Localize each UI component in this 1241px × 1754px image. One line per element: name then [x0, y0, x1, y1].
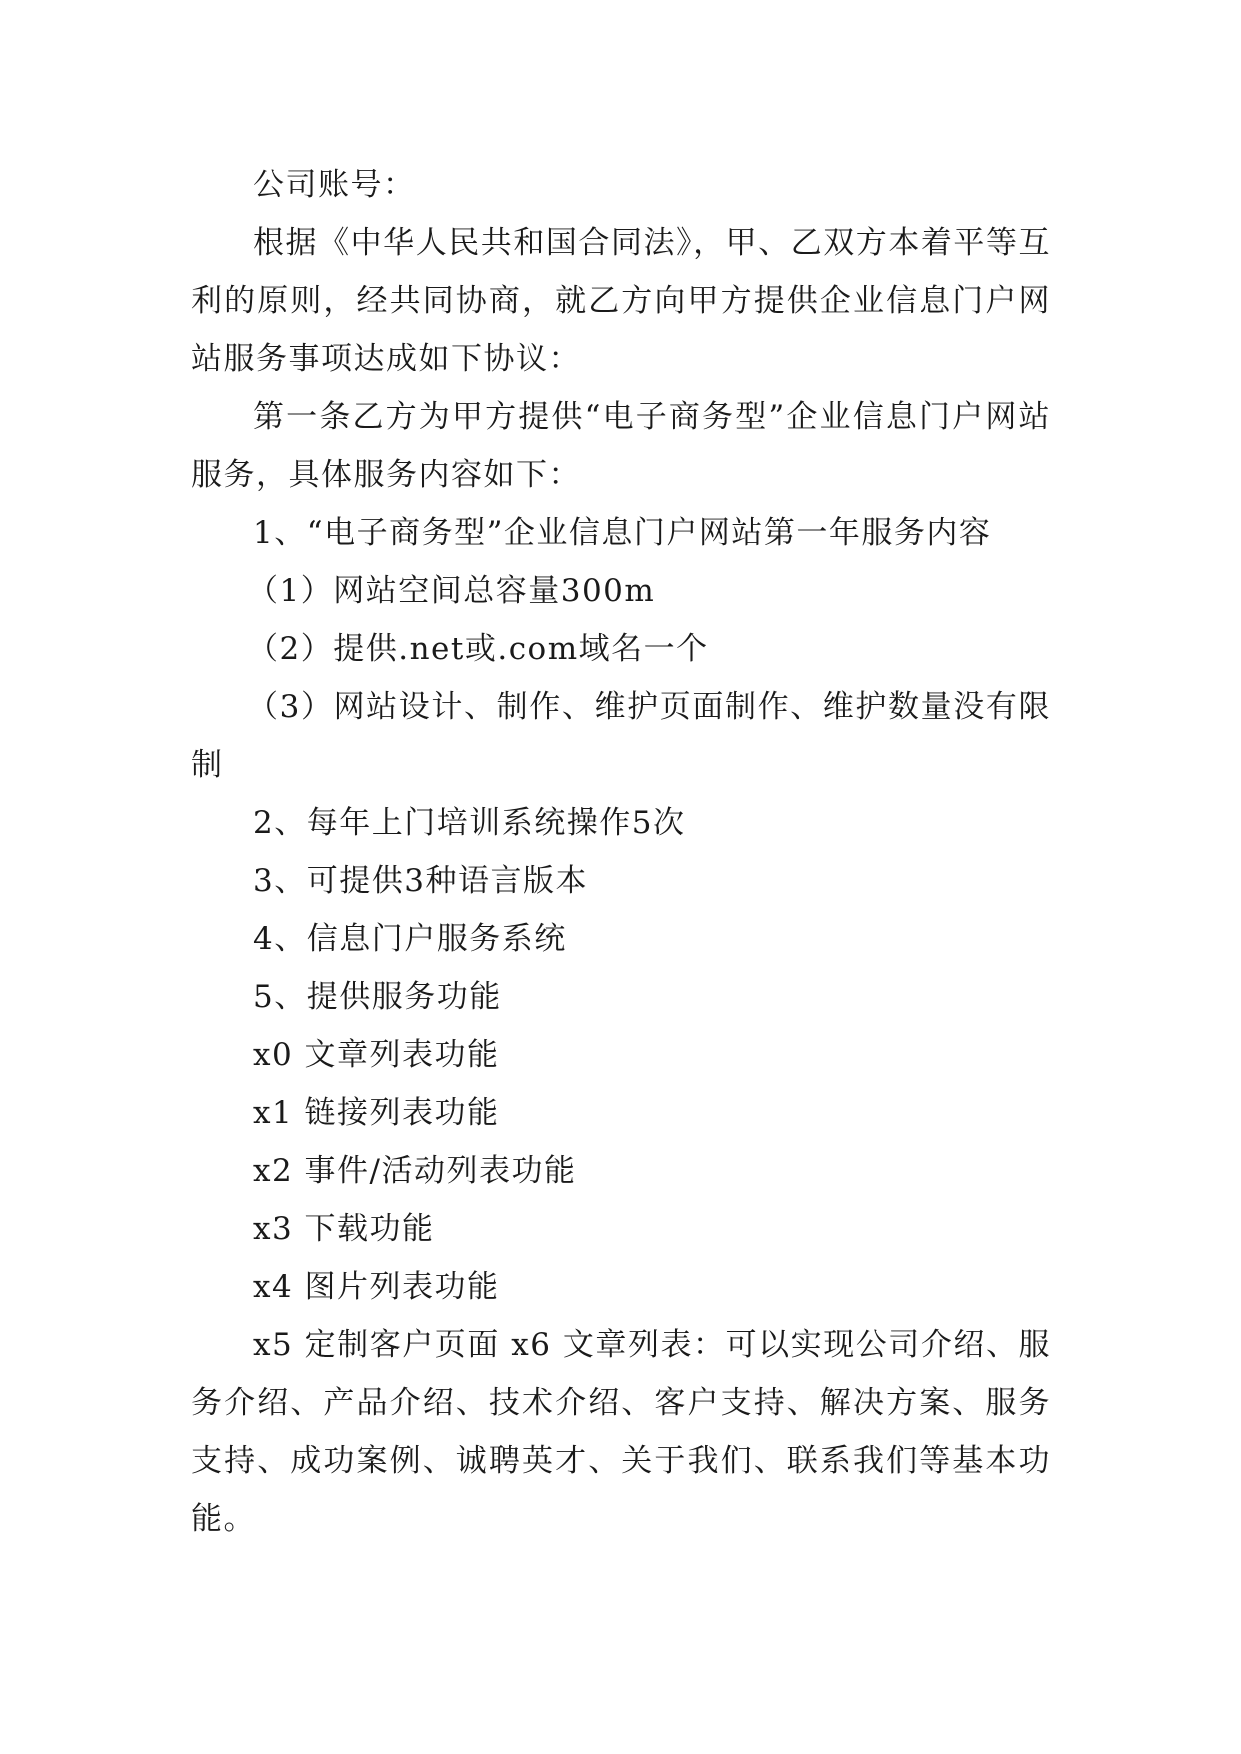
- list-item: 1、“电子商务型”企业信息门户网站第一年服务内容: [253, 515, 992, 551]
- article-one-paragraph: 第一条乙方为甲方提供“电子商务型”企业信息门户网站服务，具体服务内容如下：: [191, 399, 1051, 493]
- list-item: 3、可提供3种语言版本: [253, 863, 588, 899]
- list-item: （3）网站设计、制作、维护页面制作、维护数量没有限制: [191, 689, 1051, 783]
- list-item: 4、信息门户服务系统: [253, 921, 567, 957]
- list-item: x3 下载功能: [253, 1211, 435, 1247]
- preamble-paragraph: 根据《中华人民共和国合同法》，甲、乙双方本着平等互利的原则，经共同协商，就乙方向甲方提供企业信息门户网站服务事项达成如下协议：: [191, 225, 1051, 377]
- company-account-line: 公司账号：: [253, 167, 416, 203]
- list-item: 2、每年上门培训系统操作5次: [253, 805, 686, 841]
- list-item: 5、提供服务功能: [253, 979, 502, 1015]
- features-paragraph: x5 定制客户页面 x6 文章列表：可以实现公司介绍、服务介绍、产品介绍、技术介绍、客户支持、解决方案、服务支持、成功案例、诚聘英才、关于我们、联系我们等基本功能。: [191, 1327, 1051, 1537]
- list-item: x4 图片列表功能: [253, 1269, 500, 1305]
- list-item: x1 链接列表功能: [253, 1095, 500, 1131]
- document-body: [191, 156, 1051, 1548]
- list-item: （2）提供.net或.com域名一个: [247, 631, 709, 667]
- list-item: x2 事件/活动列表功能: [253, 1153, 577, 1189]
- list-item: x0 文章列表功能: [253, 1037, 500, 1073]
- list-item: （1）网站空间总容量300m: [247, 573, 656, 609]
